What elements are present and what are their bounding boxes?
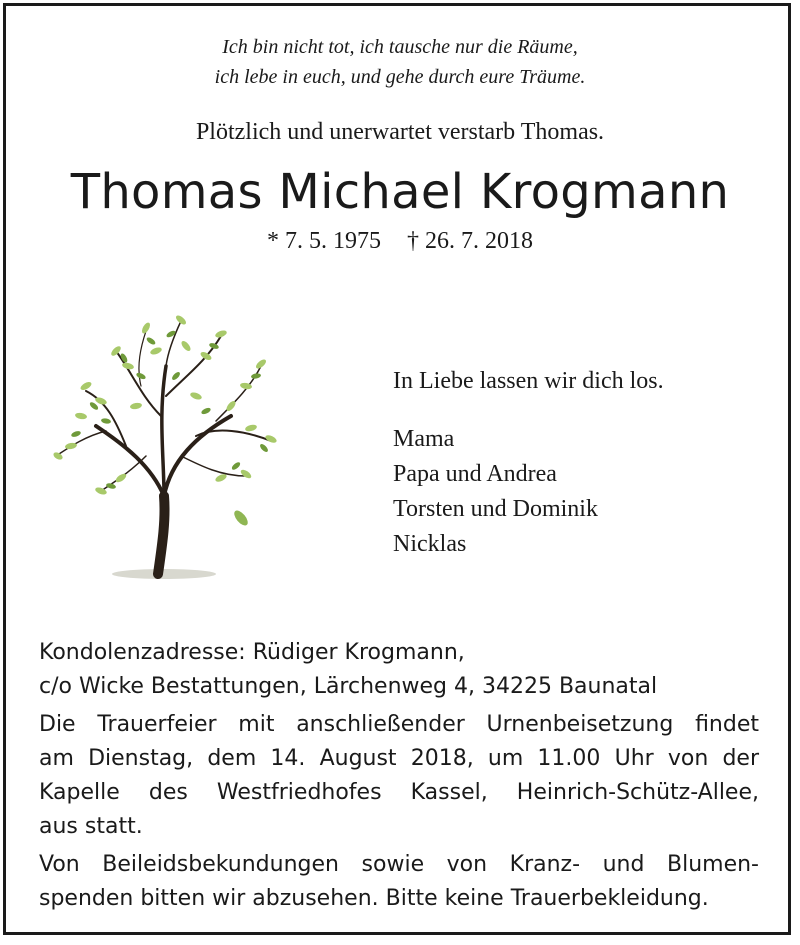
mourner-2: Papa und Andrea bbox=[393, 461, 557, 487]
tree-illustration bbox=[46, 306, 296, 586]
life-dates bbox=[6, 228, 794, 255]
ceremony-line-4: aus statt. bbox=[39, 814, 143, 839]
condolence-line-2: c/o Wicke Bestattungen, Lärchenweg 4, 34225 Baunatal bbox=[39, 674, 658, 699]
intro-text: Plötzlich und unerwartet verstarb Thomas. bbox=[195, 119, 605, 145]
mourner-4: Nicklas bbox=[393, 531, 467, 557]
condolence-line-1: Kondolenzadresse: Rüdiger Krogmann, bbox=[39, 640, 465, 665]
ceremony-line-2: am Dienstag, dem 14. August 2018, um 11.00 Uhr von der bbox=[39, 746, 759, 771]
tree-shadow bbox=[112, 569, 216, 579]
poem-line-1: Ich bin nicht tot, ich tausche nur die Räume, bbox=[222, 36, 578, 58]
deceased-name: Thomas Michael Krogmann bbox=[70, 164, 730, 220]
obituary-frame bbox=[3, 3, 791, 935]
ceremony-line-3: Kapelle des Westfriedhofes Kassel, Heinrich-Schütz-Allee, bbox=[39, 780, 759, 805]
tree-branches bbox=[56, 321, 271, 574]
mourner-3: Torsten und Dominik bbox=[393, 496, 598, 522]
death-date: † 26. 7. 2018 bbox=[407, 228, 533, 254]
request-line-2: spenden bitten wir abzusehen. Bitte keine Trauerbekleidung. bbox=[39, 886, 709, 911]
ceremony-line-1: Die Trauerfeier mit anschließender Urnenbeisetzung findet bbox=[39, 712, 759, 737]
birth-date: * 7. 5. 1975 bbox=[267, 228, 381, 254]
farewell-text: In Liebe lassen wir dich los. bbox=[393, 368, 664, 394]
request-line-1: Von Beileidsbekundungen sowie von Kranz- und Blumen- bbox=[39, 852, 759, 877]
poem-line-2: ich lebe in euch, und gehe durch eure Träume. bbox=[214, 66, 586, 88]
falling-leaf bbox=[232, 508, 250, 528]
mourner-1: Mama bbox=[393, 426, 455, 452]
